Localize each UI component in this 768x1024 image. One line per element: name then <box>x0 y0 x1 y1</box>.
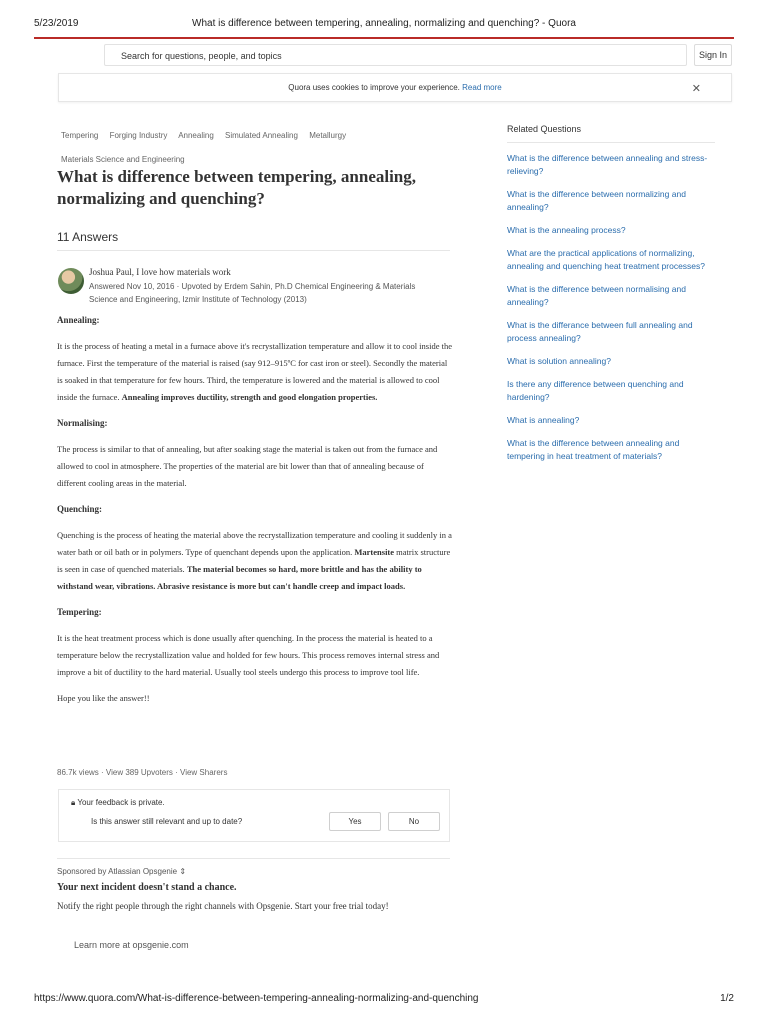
ad-title[interactable]: Your next incident doesn't stand a chance. <box>57 882 237 893</box>
yes-button[interactable]: Yes <box>329 812 381 831</box>
print-page-number: 1/2 <box>720 993 734 1004</box>
tempering-heading: Tempering: <box>57 607 102 617</box>
annealing-paragraph: It is the process of heating a metal in a furnace above it's recrystallization temperature and allow it to cool inside the furnace. First the temperature of the material is raised (say 912–915ºC for cast iron or steel). Secondly the material is soaked in that temperature for few hours. Third, the temperature is lowered and the material is allowed to cool inside the furnace. Annealing improves ductility, strength and good elongation properties. <box>57 341 452 402</box>
print-url: https://www.quora.com/What-is-difference-between-tempering-annealing-normalizing-and-quenching <box>34 993 479 1004</box>
tempering-paragraph: It is the heat treatment process which is done usually after quenching. In the process the material is heated to a temperature below the recrystallization value and holded for few hours. This process removes internal stress and improve a bit of ductility to the hard material. Usually tool steels undergo this process to improve tool life. <box>57 633 440 677</box>
topic-tag[interactable]: Forging Industry <box>109 131 168 140</box>
topic-tag[interactable]: Metallurgy <box>309 131 347 140</box>
close-icon[interactable]: ✕ <box>691 83 701 95</box>
related-question-link[interactable]: What are the practical applications of normalizing, annealing and quenching heat treatment processes? <box>507 248 706 271</box>
topic-list <box>61 124 451 172</box>
topic-tag[interactable]: Simulated Annealing <box>225 131 298 140</box>
info-icon[interactable]: ⇕ <box>179 867 187 876</box>
quenching-paragraph: Quenching is the process of heating the material above the recrystallization temperature and cooling it suddenly in a water bath or oil bath or in polymers. Type of quenchant depends upon the application. Martensite matrix structure is seen in case of quenched materials. The material becomes so hard, more brittle and has the ability to withstand wear, vibrations. Abrasive resistance is more but can't handle creep and impact loads. <box>57 530 452 591</box>
feedback-private-label: Your feedback is private. <box>77 798 165 807</box>
related-question-link[interactable]: What is the difference between normalizing and annealing? <box>507 189 686 212</box>
feedback-private <box>71 798 165 808</box>
related-question-link[interactable]: What is the difference between annealing and tempering in heat treatment of materials? <box>507 438 680 461</box>
quenching-heading: Quenching: <box>57 504 103 514</box>
divider <box>57 250 450 251</box>
cookie-text: Quora uses cookies to improve your experience. <box>288 83 460 92</box>
annealing-heading: Annealing: <box>57 315 100 325</box>
author-meta: Answered Nov 10, 2016 · Upvoted by Erdem Sahin, Ph.D Chemical Engineering & Materials Science and Engineering, Izmir Institute of Technology (2013) <box>89 282 416 304</box>
normalising-heading: Normalising: <box>57 418 108 428</box>
answers-count: 11 Answers <box>57 230 119 244</box>
question-title: What is difference between tempering, annealing, normalizing and quenching? <box>57 167 417 208</box>
related-question-link[interactable]: What is the annealing process? <box>507 225 626 235</box>
related-question-link[interactable]: What is annealing? <box>507 415 580 425</box>
divider <box>57 858 450 859</box>
topic-tag[interactable]: Tempering <box>61 131 99 140</box>
feedback-question: Is this answer still relevant and up to date? <box>91 817 243 826</box>
related-question-link[interactable]: What is the differance between full annealing and process annealing? <box>507 320 693 343</box>
ad-body: Notify the right people through the right channels with Opsgenie. Start your free trial today! <box>57 901 389 911</box>
cookie-read-more-link[interactable]: Read more <box>462 83 502 92</box>
ad-link[interactable]: Learn more at opsgenie.com <box>74 940 189 950</box>
related-question-link[interactable]: Is there any difference between quenching and hardening? <box>507 379 684 402</box>
topic-tag[interactable]: Annealing <box>178 131 214 140</box>
avatar[interactable] <box>58 268 84 294</box>
answer-body <box>57 312 453 716</box>
related-questions-title: Related Questions <box>507 124 582 134</box>
no-button[interactable]: No <box>388 812 440 831</box>
closing-line: Hope you like the answer!! <box>57 693 150 703</box>
normalising-paragraph: The process is similar to that of annealing, but after soaking stage the material is taken out from the furnace and allowed to cool in atmosphere. The properties of the material are bit lower than that of annealing because of different cooling areas in the material. <box>57 444 438 488</box>
feedback-box <box>58 789 450 842</box>
search-input[interactable]: Search for questions, people, and topics <box>104 44 687 66</box>
answer-stats[interactable]: 86.7k views · View 389 Upvoters · View Sharers <box>57 768 228 777</box>
divider <box>507 142 715 143</box>
print-date: 5/23/2019 <box>34 18 79 29</box>
print-title: What is difference between tempering, annealing, normalizing and quenching? - Quora <box>192 18 576 29</box>
lock-icon: 🔒︎ <box>71 798 76 807</box>
related-questions-list <box>507 152 719 473</box>
related-question-link[interactable]: What is solution annealing? <box>507 356 611 366</box>
related-question-link[interactable]: What is the difference between annealing and stress-relieving? <box>507 153 708 176</box>
author-name[interactable]: Joshua Paul, I love how materials work <box>89 267 231 277</box>
ad-sponsor: Sponsored by Atlassian Opsgenie ⇕ <box>57 867 187 876</box>
cookie-banner <box>58 73 732 102</box>
topic-tag[interactable]: Materials Science and Engineering <box>61 155 185 164</box>
related-question-link[interactable]: What is the difference between normalising and annealing? <box>507 284 686 307</box>
sign-in-button[interactable]: Sign In <box>694 44 732 66</box>
header-accent-rule <box>34 37 734 39</box>
print-header <box>34 18 734 32</box>
